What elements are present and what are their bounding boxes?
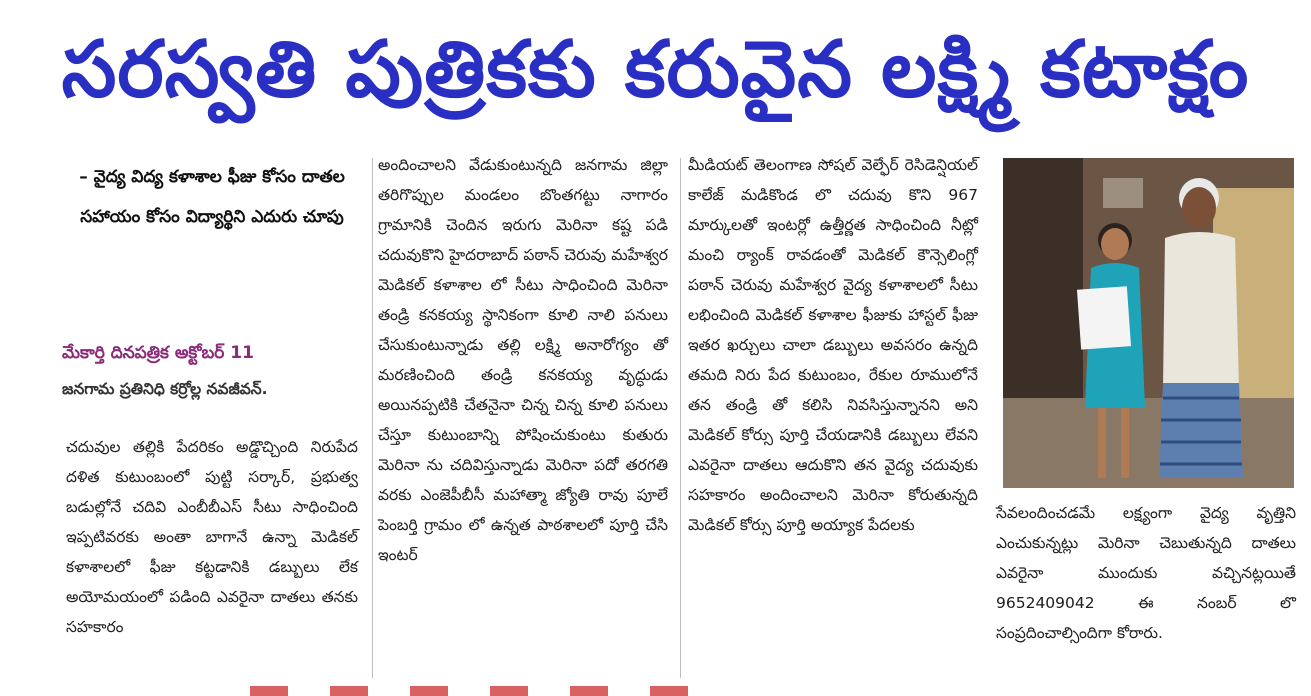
article-column-2 xyxy=(378,150,668,570)
photo-caption xyxy=(996,498,1296,648)
article-column-1 xyxy=(66,432,358,642)
column-divider xyxy=(372,158,373,678)
column-3-text: మీడియట్ తెలంగాణ సోషల్ వెల్ఫేర్ రెసిడెన్షియల్ కాలేజ్ మడికొండ లొ చదువు కొని 967 మార్కులతో ఇంటర్లో ఉత్తీర్ణత సాధించింది నీట్లో మంచి ర్యాంక్ రావడంతో మెడికల్ కౌన్సెలింగ్లో పఠాన్ చెరువు మహేశ్వర వైద్య కళాశాలలో సీటు లభించింది మెడికల్ కళాశాల ఫీజుకు హాస్టల్ ఫీజు ఇతర ఖర్చులు చాలా డబ్బులు అవసరం ఉన్నది తమది నిరు పేద కుటుంబం, రేకుల రూములోనే తన తండ్రి తో కలిసి నివసిస్తున్నానని అని మెడికల్ కోర్సు పూర్తి చేయడానికి డబ్బులు లేవని ఎవరైనా దాతలు ఆదుకొని తన వైద్య చదువుకు సహకారం అందించాలని మెరినా కోరుతున్నది మెడికల్ కోర్సు పూర్తి అయ్యాక పేదలకు xyxy=(688,156,978,534)
column-divider xyxy=(680,158,681,678)
column-2-text: అందించాలని వేడుకుంటున్నది జనగామ జిల్లా తరిగొప్పుల మండలం బొంతగట్టు నాగారం గ్రామానికి చెందిన ఇరుగు మెరినా కష్ట పడి చదువుకొని హైదరాబాద్ పఠాన్ చెరువు మహేశ్వర మెడికల్ కళాశాల లో సీటు సాధించింది మెరినా తండ్రి కనకయ్య స్థానికంగా కూలి నాలి పనులు చేసుకుంటున్నాడు తల్లి లక్ష్మి అనారోగ్యం తో మరణించింది తండ్రి కనకయ్య వృద్ధుడు అయినప్పటికి చేతనైనా చిన్న చిన్న కూలి పనులు చేస్తూ కుటుంబాన్ని పోషించుకుంటు కుతురు మెరినా ను చదివిస్తున్నాడు మెరినా పదో తరగతి వరకు ఎంజెపీబీసీ మహాత్మా జ్యోతి రావు పూలే పెంబర్తి గ్రామం లో ఉన్నత పాఠశాలలో పూర్తి చేసి ఇంటర్ xyxy=(378,156,668,564)
subheadline: – వైద్య విద్య కళాశాల ఫీజు కోసం దాతల సహాయం కోసం విద్యార్థిని ఎదురు చూపు xyxy=(79,167,345,227)
dateline: మేకార్తి దినపత్రిక అక్టోబర్ 11 xyxy=(62,343,254,363)
photo-illustration xyxy=(1003,158,1294,488)
news-photo xyxy=(1003,158,1294,488)
column-1-text: చదువుల తల్లికి పేదరికం అడ్డొచ్చింది నిరుపేద దళిత కుటుంబంలో పుట్టి సర్కార్, ప్రభుత్వ బడుల్లోనే చదివి ఎంబీబీఎస్ సీటు సాధించింది ఇప్పటివరకు అంతా బాగానే ఉన్నా మెడికల్ కళాశాలలో ఫీజు కట్టడానికి డబ్బులు లేక అయోమయంలో పడింది ఎవరైనా దాతలు తనకు సహకారం xyxy=(66,438,358,636)
caption-text: సేవలందించడమే లక్ష్యంగా వైద్య వృత్తిని ఎంచుకున్నట్లు మెరినా చెబుతున్నది దాతలు ఎవరైనా ముందుకు వచ్చినట్లయితే 9652409042 ఈ నంబర్ లొ సంప్రదించాల్సిందిగా కోరారు. xyxy=(996,504,1296,642)
reporter-byline: జనగామ ప్రతినిధి కర్రోల్ల నవజీవన్. xyxy=(62,380,268,398)
article-column-3 xyxy=(688,150,978,540)
headline: సరస్వతి పుత్రికకు కరువైన లక్ష్మి కటాక్షం xyxy=(61,25,1250,115)
next-headline-fragment xyxy=(250,686,710,696)
dateline-block xyxy=(62,335,362,407)
